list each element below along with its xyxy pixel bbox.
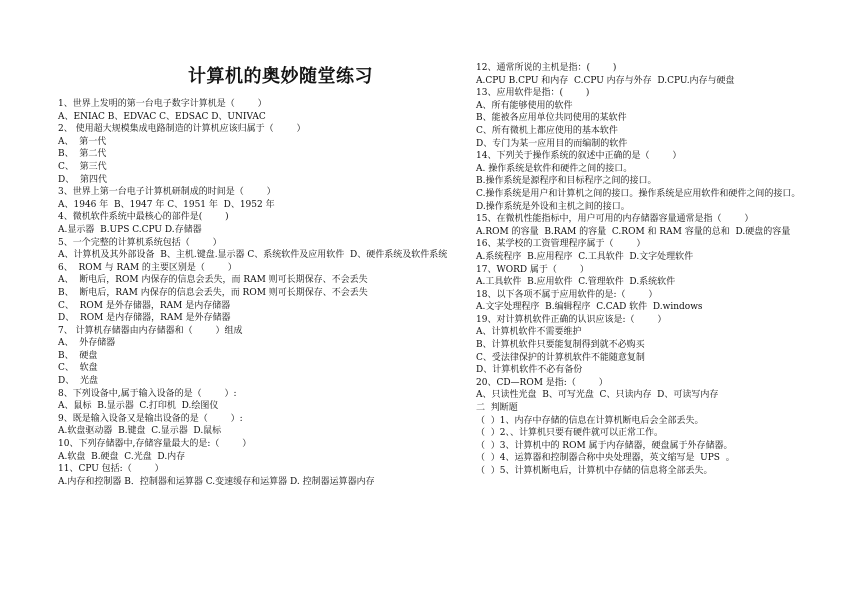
text-line: A、计算机软件不需要维护 [476,327,582,338]
text-line: （ ）3、计算机中的 ROM 属于内存储器，硬盘属于外存储器。 [476,440,733,451]
text-line: 9、既是输入设备又是输出设备的是（ ）: [58,413,243,424]
text-line: 2、 使用超大规模集成电路制造的计算机应该归属于（ ） [58,124,306,135]
text-line: A.系统程序 B.应用程序 C.工具软件 D.文字处理软件 [476,251,694,262]
text-line: 17、WORD 属于（ ） [476,264,589,275]
text-line: 7、 计算机存储器由内存储器和（ ）组成 [58,325,243,336]
text-line: A、 第一代 [58,136,107,147]
text-line: （ ）5、计算机断电后，计算机中存储的信息将全部丢失。 [476,466,713,476]
text-line: 10、下列存储器中,存储容量最大的是:（ ） [58,439,252,450]
text-line: A.CPU B.CPU 和内存 C.CPU 内存与外存 D.CPU.内存与硬盘 [476,75,735,86]
text-line: A、所有能够使用的软件 [476,100,573,111]
text-line: A、计算机及其外部设备 B、主机.键盘.显示器 C、系统软件及应用软件 D、硬件系统及软件系统 [58,250,448,261]
text-line: 3、世界上第一台电子计算机研制成的时间是（ ） [58,187,276,198]
text-line: C、所有微机上都应使用的基本软件 [476,125,618,136]
text-line: B.操作系统是源程序和目标程序之间的接口。 [476,176,657,187]
text-line: A.ROM 的容量 B.RAM 的容量 C.ROM 和 RAM 容量的总和 D.硬盘的容量 [476,226,791,237]
text-line: A、 外存储器 [58,338,116,349]
text-line: 11、CPU 包括:（ ） [58,464,164,475]
text-line: B、 第二代 [58,149,107,160]
text-line: D、 光盘 [58,376,98,387]
left-question-list [58,98,450,488]
text-line: A、 断电后，ROM 内保存的信息会丢失，而 RAM 则可长期保存、不会丢失 [58,275,368,286]
text-line: （ ）4、运算器和控制器合称中央处理器，英文缩写是 UPS 。 [476,453,735,464]
text-line: B、计算机软件只要能复制得到就不必购买 [476,340,645,351]
text-line: A.软盘 B.硬盘 C.光盘 D.内存 [58,451,186,462]
text-line: C、 软盘 [58,363,98,374]
text-line: A、ENIAC B、EDVAC C、EDSAC D、UNIVAC [58,111,266,122]
text-line: 14、下列关于操作系统的叙述中正确的是（ ） [476,151,682,162]
text-line: C、 ROM 是外存储器，RAM 是内存储器 [58,300,231,311]
text-line: C、 第三代 [58,161,107,172]
text-line: D、 第四代 [58,174,107,185]
text-line: A.工具软件 B.应用软件 C.管理软件 D.系统软件 [476,277,676,288]
text-line: 1、世界上发明的第一台电子数字计算机是（ ） [58,99,267,109]
text-line: A.文字处理程序 B.编辑程序 C.CAD 软件 D.windows [476,302,703,313]
text-line: A、只读性光盘 B、可写光盘 C、只读内存 D、可读写内存 [476,390,719,401]
text-line: 5、一个完整的计算机系统包括（ ） [58,237,222,248]
text-line: 8、下列设备中,属于输入设备的是（ ）: [58,388,237,399]
text-line: A.显示器 B.UPS C.CPU D.存储器 [58,224,202,235]
text-line: D.操作系统是外设和主机之间的接口。 [476,201,630,212]
text-line: 6、 ROM 与 RAM 的主要区别是（ ） [58,262,237,273]
page-title: 计算机的奥妙随堂练习 [188,66,373,87]
text-line: 二 判断题 [476,403,518,414]
text-line: A、鼠标 B.显示器 C.打印机 D.绘图仪 [58,401,219,412]
text-line: C、受法律保护的计算机软件不能随意复制 [476,352,645,363]
text-line: A. 操作系统是软件和硬件之间的接口。 [476,163,633,174]
text-line: （ ）1、内存中存储的信息在计算机断电后会全部丢失。 [476,415,704,426]
text-line: B、能被各应用单位共同使用的某软件 [476,113,627,124]
text-line: B、 硬盘 [58,350,98,361]
text-line: 18、以下各项不属于应用软件的是:（ ） [476,289,658,300]
text-line: A、1946 年 B、1947 年 C、1951 年 D、1952 年 [58,199,275,210]
text-line: 16、某学校的工资管理程序属于（ ） [476,239,646,250]
right-question-list [476,62,806,478]
text-line: A.内存和控制器 B．控制器和运算器 C.变速缓存和运算器 D. 控制器运算器内存 [58,476,375,487]
text-line: 15、在微机性能指标中，用户可用的内存储器容量通常是指（ ） [476,214,754,225]
text-line: 13、应用软件是指：( ) [476,88,590,99]
text-line: D、 ROM 是内存储器，RAM 是外存储器 [58,313,231,324]
text-line: 20、CD—ROM 是指:（ ） [476,377,608,388]
text-line: D、计算机软件不必有备份 [476,365,583,376]
text-line: A.软盘驱动器 B.键盘 C.显示器 D.鼠标 [58,426,222,437]
text-line: B、 断电后，RAM 内保存的信息会丢失，而 ROM 则可长期保存、不会丢失 [58,287,368,298]
text-line: 4、微机软件系统中最核心的部件是( ) [58,212,229,223]
text-line: （ ）2、、计算机只要有硬件就可以正常工作。 [476,428,663,439]
text-line: 12、通常所说的主机是指：( ) [476,63,617,73]
text-line: C.操作系统是用户和计算机之间的接口。操作系统是应用软件和硬件之间的接口。 [476,188,801,199]
text-line: 19、对计算机软件正确的认识应该是:（ ） [476,314,667,325]
text-line: D、专门为某一应用目的而编制的软件 [476,138,628,149]
